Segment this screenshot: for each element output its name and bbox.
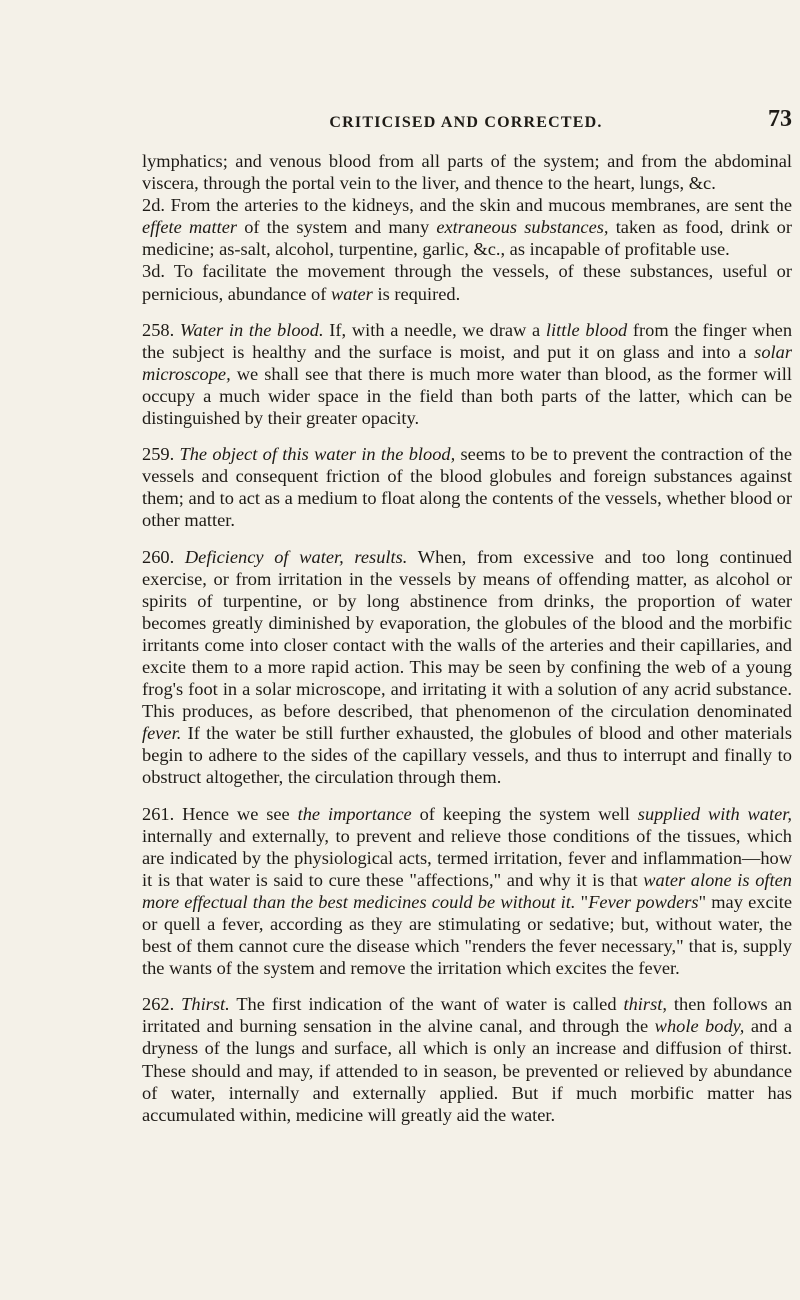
italic-run: supplied with water, — [637, 803, 792, 824]
italic-run: extraneous substances, — [436, 217, 609, 238]
text-run: 2d. From the arteries to the kidneys, and the skin and mucous membranes, are sent the — [142, 195, 792, 216]
italic-run: Fever powders — [588, 891, 699, 912]
section-heading: The object of this water in the blood, — [179, 444, 456, 465]
running-title: CRITICISED AND CORRECTED. — [329, 114, 603, 131]
paragraph-259 — [142, 443, 792, 531]
italic-run: effete matter — [142, 217, 238, 238]
text-run: " may excite or quell a fever, according as they are stimulating or sedative; but, without water, the best of them cannot cure the disease which "renders the fever necessary," that is, supply the wants of the system and remove the irritation which excites the fever. — [142, 891, 792, 979]
page-number: 73 — [768, 106, 792, 132]
text-run: then follows an irritated and burning sensation in the alvine canal, and through the — [142, 994, 792, 1037]
text-run: lymphatics; and venous blood from all parts of the system; and from the abdominal viscera, through the portal vein to the liver, and thence to the heart, lungs, &c. — [142, 151, 792, 194]
text-run: If the water be still further exhausted, the globules of blood and other materials begin to adhere to the sides of the capillary vessels, and thus to interrupt and finally to obstruct altogether, the circulation through them. — [142, 723, 792, 788]
italic-run: little blood — [545, 319, 628, 340]
paragraph-260 — [142, 546, 792, 789]
section-number: 259. — [142, 444, 180, 465]
text-run: " — [575, 891, 589, 912]
italic-run: the importance — [297, 803, 412, 824]
body-text — [142, 150, 792, 1140]
paragraph-lymphatics — [142, 150, 792, 194]
paragraph-3d — [142, 260, 792, 304]
italic-run: water — [330, 283, 373, 304]
section-number: 260. — [142, 546, 185, 567]
italic-run: solar microscope, — [142, 341, 792, 384]
italic-run: fever. — [142, 723, 182, 744]
text-run: The first indication of the want of water is called — [229, 994, 624, 1015]
paragraph-258 — [142, 319, 792, 429]
text-run: from the finger when the subject is healthy and the surface is moist, and put it on glass and into a — [142, 319, 793, 362]
running-head — [140, 108, 792, 142]
text-run: of the system and many — [237, 217, 437, 238]
section-number: 258. — [142, 319, 180, 340]
text-run: is required. — [372, 283, 461, 304]
text-run: When, from excessive and too long continued exercise, or from irritation in the vessels by means of offending matter, as alcohol or spirits of turpentine, or by long abstinence from drinks, the proportion of water becomes greatly diminished by evaporation, the globules of the blood and the morbific irritants come into closer contact with the walls of the arteries and their capillaries, and excite them to a more rapid action. This may be seen by confining the web of a young frog's foot in a solar microscope, and irritating it with a solution of any acrid substance. This produces, as before described, that phenomenon of the circulation denominated — [142, 546, 793, 722]
text-run: 3d. To facilitate the movement through the vessels, of these substances, useful or pernicious, abundance of — [142, 261, 792, 304]
text-run: and a dryness of the lungs and surface, all which is only an increase and diffusion of thirst. These should and may, if attended to in season, be prevented or relieved by abundance of water, internally and externally applied. But if much morbific matter has accumulated within, medicine will greatly aid the water. — [142, 1016, 793, 1125]
paragraph-262 — [142, 993, 792, 1126]
text-run: taken as food, drink or medicine; as-salt, alcohol, turpentine, garlic, &c., as incapable of profitable use. — [142, 217, 792, 260]
italic-run: whole body, — [654, 1016, 745, 1037]
section-number: 262. — [142, 994, 182, 1015]
text-run: of keeping the system well — [411, 803, 638, 824]
italic-run: water alone is often more effectual than the best medicines could be without it. — [142, 869, 792, 912]
paragraph-2d — [142, 194, 792, 260]
text-run: we shall see that there is much more water than blood, as the former will occupy a much wider space in the field than both parts of the latter, which can be distinguished by their greater opacity. — [142, 363, 792, 429]
italic-run: thirst, — [623, 994, 667, 1015]
text-run: 261. Hence we see — [142, 803, 298, 824]
section-heading: Thirst. — [181, 994, 230, 1015]
text-run: seems to be to prevent the contraction of the vessels and consequent friction of the blood globules and foreign substances against them; and to act as a medium to float along the contents of the vessels, whether blood or other matter. — [142, 444, 793, 531]
paragraph-261 — [142, 803, 792, 980]
text-run: internally and externally, to prevent and relieve those conditions of the tissues, which are indicated by the physiological acts, termed irritation, fever and inflammation—how it is that water is said to cure these "affections," and why it is that — [142, 825, 792, 890]
text-run: If, with a needle, we draw a — [323, 319, 546, 340]
section-heading: Water in the blood. — [179, 319, 324, 340]
section-heading: Deficiency of water, results. — [184, 546, 408, 567]
